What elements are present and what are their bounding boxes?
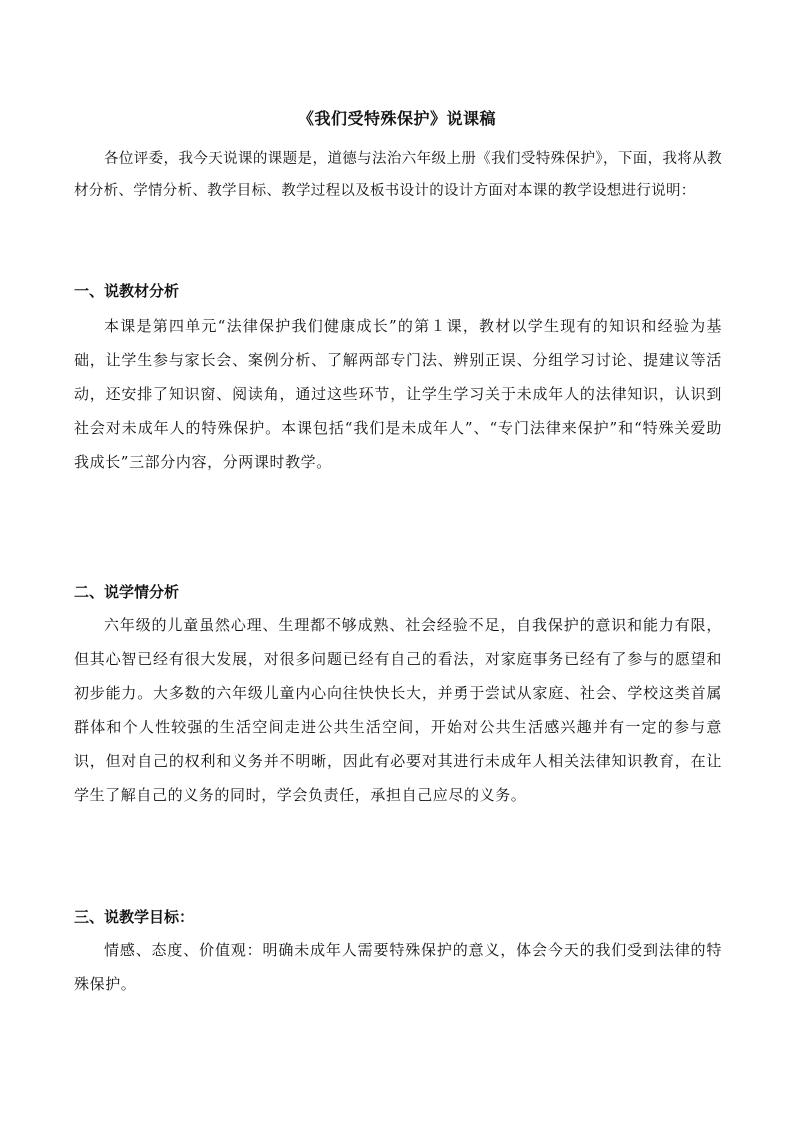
section-body-textbook-analysis: 本课是第四单元“法律保护我们健康成长”的第１课，教材以学生现有的知识和经验为基础，让学生参与家长会、案例分析、了解两部专门法、辨别正误、分组学习讨论、提建议等活动，还安排了知识窗、阅读角，通过这些环节，让学生学习关于未成年人的法律知识，认识到社会对未成年人的特殊保护。本课包括“我们是未成年人”、“专门法律来保护”和“特殊关爱助我成长”三部分内容，分两课时教学。: [74, 317, 722, 471]
section-body-teaching-goals: 情感、态度、价值观：明确未成年人需要特殊保护的意义，体会今天的我们受到法律的特殊保护。: [74, 941, 722, 993]
section-heading-learner-analysis: 二、说学情分析: [74, 583, 180, 601]
section-heading-teaching-goals: 三、说教学目标：: [74, 908, 195, 926]
intro-paragraph: 各位评委，我今天说课的课题是，道德与法治六年级上册《我们受特殊保护》，下面，我将从教材分析、学情分析、教学目标、教学过程以及板书设计的设计方面对本课的教学设想进行说明：: [74, 151, 722, 199]
document-title: 《我们受特殊保护》说课稿: [297, 109, 496, 128]
section-heading-textbook-analysis: 一、说教材分析: [74, 282, 180, 300]
section-body-learner-analysis: 六年级的儿童虽然心理、生理都不够成熟、社会经验不足，自我保护的意识和能力有限，但其心智已经有很大发展，对很多问题已经有自己的看法，对家庭事务已经有了参与的愿望和初步能力。大多数的六年级儿童内心向往快快长大，并勇于尝试从家庭、社会、学校这类首属群体和个人性较强的生活空间走进公共生活空间，开始对公共生活感兴趣并有一定的参与意识，但对自己的权利和义务并不明晰，因此有必要对其进行未成年人相关法律知识教育，在让学生了解自己的义务的同时，学会负责任，承担自己应尽的义务。: [74, 616, 722, 804]
